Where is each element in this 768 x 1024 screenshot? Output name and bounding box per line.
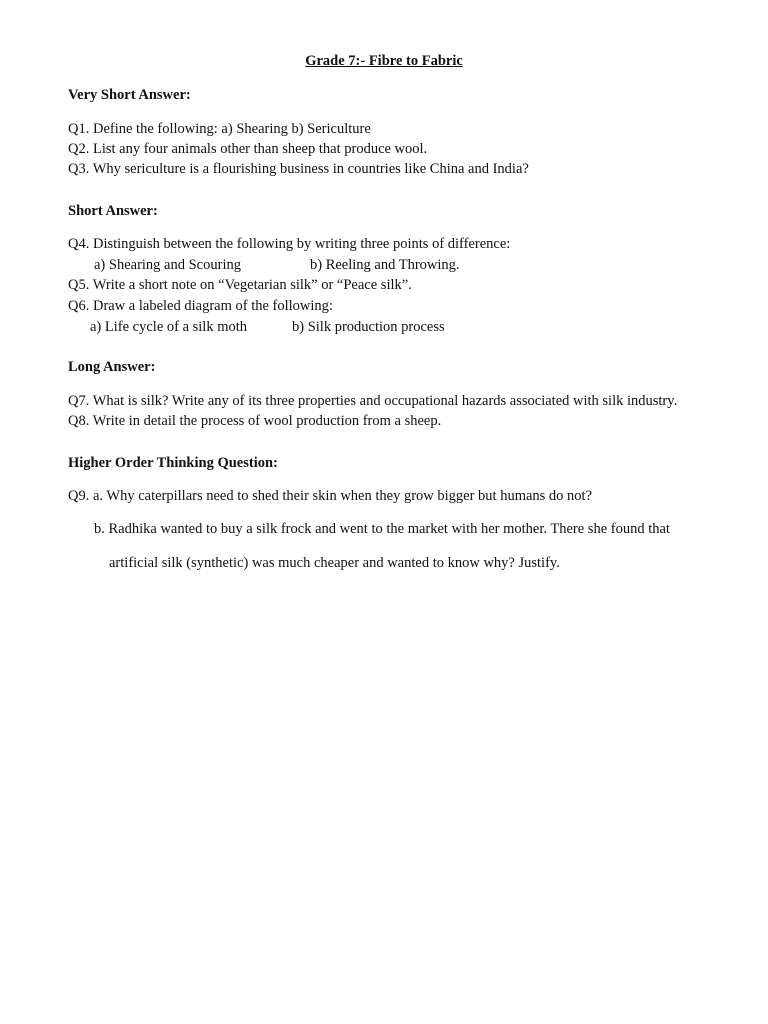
question-q6-option-a: a) Life cycle of a silk moth bbox=[90, 319, 248, 335]
question-q7: Q7. What is silk? Write any of its three properties and occupational hazards associated with silk industry. bbox=[68, 393, 678, 409]
question-q5: Q5. Write a short note on “Vegetarian silk” or “Peace silk”. bbox=[68, 277, 412, 293]
question-q2: Q2. List any four animals other than sheep that produce wool. bbox=[68, 141, 428, 157]
question-q4: Q4. Distinguish between the following by writing three points of difference: bbox=[68, 236, 511, 252]
question-q9b-line-1: b. Radhika wanted to buy a silk frock and went to the market with her mother. There she found that bbox=[94, 521, 670, 537]
question-q9a: Q9. a. Why caterpillars need to shed their skin when they grow bigger but humans do not? bbox=[68, 488, 593, 504]
section-heading-very-short: Very Short Answer: bbox=[68, 87, 191, 103]
question-q3: Q3. Why sericulture is a flourishing business in countries like China and India? bbox=[68, 161, 529, 177]
section-heading-hots: Higher Order Thinking Question: bbox=[68, 455, 278, 471]
question-q9b-line-2: artificial silk (synthetic) was much cheaper and wanted to know why? Justify. bbox=[109, 555, 560, 571]
question-q6: Q6. Draw a labeled diagram of the following: bbox=[68, 298, 333, 314]
question-q1: Q1. Define the following: a) Shearing b) Sericulture bbox=[68, 121, 371, 137]
question-q6-option-b: b) Silk production process bbox=[292, 319, 445, 335]
question-q4-option-b: b) Reeling and Throwing. bbox=[310, 257, 460, 273]
question-q4-option-a: a) Shearing and Scouring bbox=[94, 257, 241, 273]
question-q8: Q8. Write in detail the process of wool production from a sheep. bbox=[68, 413, 442, 429]
page-title: Grade 7:- Fibre to Fabric bbox=[305, 53, 463, 69]
section-heading-long: Long Answer: bbox=[68, 359, 156, 375]
section-heading-short: Short Answer: bbox=[68, 203, 158, 219]
